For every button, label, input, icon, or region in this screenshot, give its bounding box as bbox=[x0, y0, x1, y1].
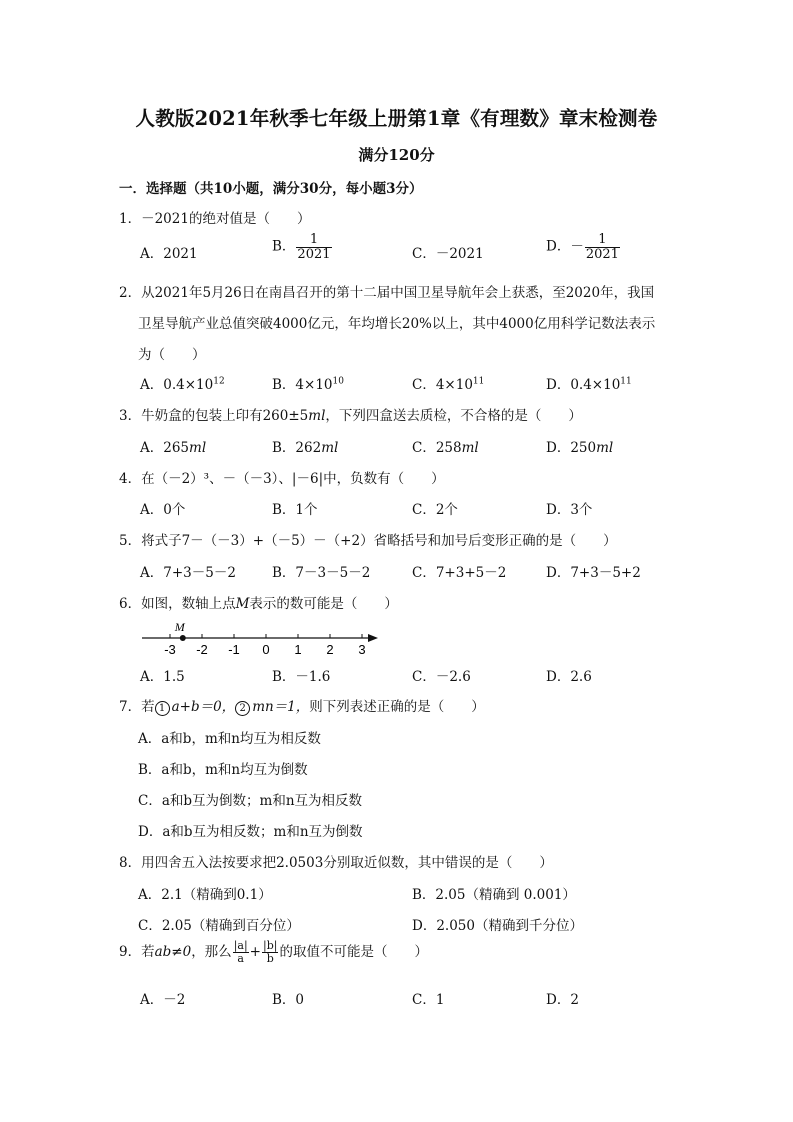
section-heading: 一．选择题（共10小题，满分30分，每小题3分） bbox=[119, 181, 423, 197]
q8-stem: 8．用四舍五入法按要求把2.0503分别取近似数，其中错误的是（ ） bbox=[119, 855, 553, 871]
q5-option-b: B．7－3－5－2 bbox=[272, 565, 371, 581]
q4-stem: 4．在（－2）³、－（－3）、|－6|中，负数有（ ） bbox=[119, 471, 445, 487]
q7-option-a: A．a和b，m和n均互为相反数 bbox=[138, 731, 321, 747]
page-subtitle: 满分120分 bbox=[358, 146, 435, 164]
q4-option-a: A．0个 bbox=[140, 502, 186, 518]
number-line-tick-label: -1 bbox=[228, 642, 240, 657]
q9-option-c: C．1 bbox=[412, 992, 445, 1008]
q1-d-fraction: $\frac{1}{2021}$ bbox=[585, 232, 619, 262]
page-title: 人教版2021年秋季七年级上册第1章《有理数》章末检测卷 bbox=[135, 107, 658, 130]
q3-option-d: D．250ml bbox=[546, 440, 614, 456]
q1-stem: 1．－2021的绝对值是（ ） bbox=[119, 211, 311, 227]
q9-option-b: B．0 bbox=[272, 992, 305, 1008]
q3-option-c: C．258ml bbox=[412, 440, 479, 456]
q1-option-c: C．－2021 bbox=[412, 246, 484, 262]
number-line-tick-label: -3 bbox=[164, 642, 176, 657]
q6-option-c: C．－2.6 bbox=[412, 669, 471, 685]
q9-stem: 9．若ab≠0，那么 $\frac{|a|}{a}$ + $\frac{|b|}{b}$ 的取值不可能是（ ） bbox=[119, 939, 428, 965]
number-line-tick-label: 2 bbox=[326, 642, 334, 657]
q4-option-b: B．1个 bbox=[272, 502, 318, 518]
number-line-tick-label: 3 bbox=[358, 642, 366, 657]
q9-option-d: D．2 bbox=[546, 992, 579, 1008]
number-line-tick-label: 1 bbox=[294, 642, 302, 657]
q1-option-b: B． $\frac{1}{2021}$ bbox=[272, 232, 331, 262]
number-line-tick-label: 0 bbox=[262, 642, 270, 657]
number-line bbox=[140, 618, 385, 658]
q8-option-a: A．2.1（精确到0.1） bbox=[138, 887, 272, 903]
q5-option-a: A．7+3－5－2 bbox=[140, 565, 236, 581]
q2-option-b: B．$4\times 10^{10}$ bbox=[272, 376, 344, 393]
q2-option-d: D．$0.4\times 10^{11}$ bbox=[546, 376, 632, 393]
q5-option-d: D．7+3－5+2 bbox=[546, 565, 641, 581]
q3-option-a: A．265ml bbox=[140, 440, 207, 456]
q8-option-d: D．2.050（精确到千分位） bbox=[412, 918, 583, 934]
q5-stem: 5．将式子7－（－3）+（－5）－（+2）省略括号和加号后变形正确的是（ ） bbox=[119, 533, 617, 549]
q8-option-c: C．2.05（精确到百分位） bbox=[138, 918, 300, 934]
q6-option-d: D．2.6 bbox=[546, 669, 592, 685]
number-line-tick-label: -2 bbox=[196, 642, 208, 657]
q2-stem-line3: 为（ ） bbox=[138, 347, 206, 363]
q2-stem-line1: 2．从2021年5月26日在南昌召开的第十二届中国卫星导航年会上获悉，至2020年，我国 bbox=[119, 285, 655, 301]
q1-option-a: A．2021 bbox=[140, 246, 198, 262]
q7-option-c: C．a和b互为倒数；m和n互为相反数 bbox=[138, 793, 363, 809]
q9-fraction-b: $\frac{|b|}{b}$ bbox=[262, 939, 278, 965]
q9-option-a: A．－2 bbox=[140, 992, 186, 1008]
q1-option-d: D．－ $\frac{1}{2021}$ bbox=[546, 232, 619, 262]
q7-option-b: B．a和b，m和n均互为倒数 bbox=[138, 762, 308, 778]
q7-option-d: D．a和b互为相反数；m和n互为倒数 bbox=[138, 824, 363, 840]
q9-fraction-a: $\frac{|a|}{a}$ bbox=[233, 939, 248, 965]
circled-1: 1 bbox=[155, 701, 170, 716]
q6-option-b: B．－1.6 bbox=[272, 669, 331, 685]
q3-stem: 3．牛奶盒的包装上印有260±5ml，下列四盒送去质检，不合格的是（ ） bbox=[119, 408, 582, 424]
point-m-dot bbox=[180, 635, 186, 641]
q1-b-fraction: $\frac{1}{2021}$ bbox=[297, 232, 331, 262]
q4-option-d: D．3个 bbox=[546, 502, 593, 518]
number-line-arrow bbox=[368, 634, 378, 642]
q5-option-c: C．7+3+5－2 bbox=[412, 565, 507, 581]
point-m-label: M bbox=[174, 620, 185, 634]
q6-stem: 6．如图，数轴上点M表示的数可能是（ ） bbox=[119, 596, 398, 612]
circled-2: 2 bbox=[235, 701, 250, 716]
q7-stem: 7．若 1 a+b＝0， 2 mn＝1，则下列表述正确的是（ ） bbox=[119, 699, 485, 715]
q3-option-b: B．262ml bbox=[272, 440, 339, 456]
q4-option-c: C．2个 bbox=[412, 502, 458, 518]
q6-option-a: A．1.5 bbox=[140, 669, 185, 685]
q2-option-c: C．$4\times 10^{11}$ bbox=[412, 376, 485, 393]
q2-stem-line2: 卫星导航产业总值突破4000亿元，年均增长20%以上，其中4000亿用科学记数法表示 bbox=[138, 316, 656, 332]
q2-option-a: A．$0.4\times 10^{12}$ bbox=[140, 376, 225, 393]
q8-option-b: B．2.05（精确到 0.001） bbox=[412, 887, 576, 903]
